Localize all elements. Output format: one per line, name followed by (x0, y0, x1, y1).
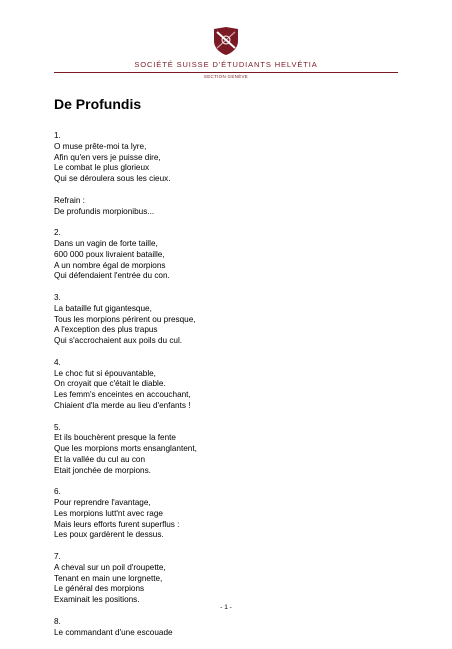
stanza-line: 1. (54, 131, 61, 140)
stanza (54, 617, 404, 639)
stanza (54, 423, 404, 477)
song-text (54, 131, 404, 649)
stanza (54, 131, 404, 185)
stanza-line: Les femm's enceintes en accouchant, (54, 390, 191, 400)
stanza (54, 552, 404, 606)
stanza-line: 5. (54, 422, 61, 432)
stanza (54, 293, 404, 347)
stanza-line: Tous les morpions périrent ou presque, (54, 314, 196, 324)
society-name: SOCIÉTÉ SUISSE D'ÉTUDIANTS HELVÉTIA (134, 60, 318, 69)
stanza-line: Chiaient d'la merde au lieu d'enfants ! (54, 400, 191, 410)
stanza (54, 487, 404, 541)
stanza-line: De profundis morpionibus... (54, 206, 155, 216)
stanza-line: Le choc fut si épouvantable, (54, 368, 156, 378)
stanza-line: Les poux gardèrent le dessus. (54, 530, 164, 540)
stanza-line: 7. (54, 552, 61, 562)
stanza-line: 2. (54, 228, 61, 238)
stanza-line: Dans un vagin de forte taille, (54, 238, 158, 248)
stanza-line: Refrain : (54, 195, 85, 205)
stanza-line: On croyait que c'était le diable. (54, 379, 166, 389)
stanza-line: Pour reprendre l'avantage, (54, 498, 151, 508)
stanza-line: A l'exception des plus trapus (54, 325, 158, 335)
stanza-line: 600 000 poux livraient bataille, (54, 249, 165, 259)
stanza-line: Tenant en main une lorgnette, (54, 573, 163, 583)
stanza-line: A un nombre égal de morpions (54, 260, 166, 270)
stanza-line: Qui défendaient l'entrée du con. (54, 271, 170, 281)
stanza-line: Et la vallée du cul au con (54, 454, 146, 464)
stanza (54, 196, 404, 218)
stanza-line: Examinait les positions. (54, 595, 140, 605)
header-divider (54, 72, 398, 73)
stanza-line: Et ils bouchèrent presque la fente (54, 433, 176, 443)
stanza-line: Qui s'accrochaient aux poils du cul. (54, 336, 183, 346)
stanza-line: Afin qu'en vers je puisse dire, (54, 152, 161, 162)
stanza (54, 228, 404, 282)
stanza-line: Les morpions lutt'nt avec rage (54, 508, 163, 518)
stanza-line: La bataille fut gigantesque, (54, 303, 152, 313)
page-number: - 1 - (220, 604, 232, 611)
stanza (54, 358, 404, 412)
stanza-line: Le commandant d'une escouade (54, 627, 173, 637)
page-title: De Profundis (54, 96, 142, 112)
section-name: SECTION GENÈVE (203, 74, 249, 79)
stanza-line: 6. (54, 487, 61, 497)
stanza-line: Etait jonchée de morpions. (54, 465, 151, 475)
stanza-line: Mais leurs efforts furent superflus : (54, 519, 180, 529)
stanza-line: 4. (54, 357, 61, 367)
stanza-line: 3. (54, 292, 61, 302)
stanza-line: Le général des morpions (54, 584, 145, 594)
stanza-line: A cheval sur un poil d'roupette, (54, 562, 166, 572)
logo (212, 26, 240, 56)
stanza-line: 8. (54, 616, 61, 626)
stanza-line: Qui se déroulera sous les cieux. (54, 174, 171, 184)
stanza-line: O muse prête-moi ta lyre, (54, 141, 147, 151)
stanza-line: Que les morpions morts ensanglantent, (54, 444, 197, 454)
stanza-line: Le combat le plus glorieux (54, 163, 150, 173)
